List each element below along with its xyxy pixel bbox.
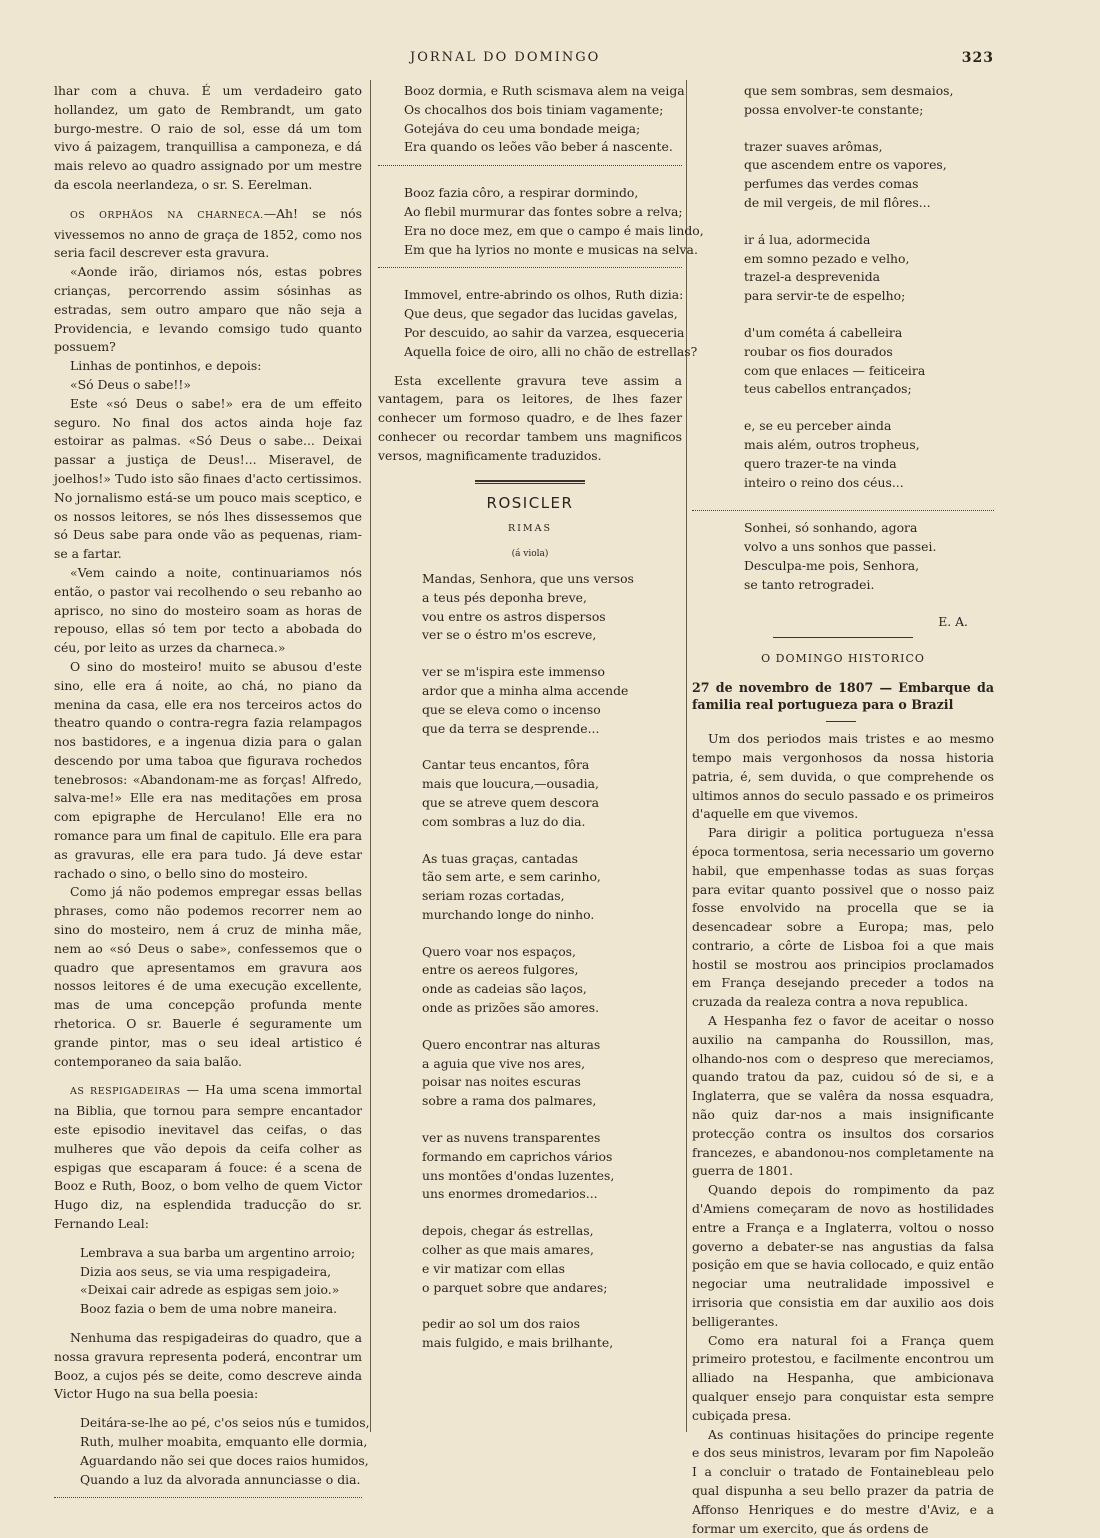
verse-line: Booz fazia o bem de uma nobre maneira. (80, 1301, 338, 1317)
poem-line: depois, chegar ás estrellas, (422, 1223, 594, 1239)
poem-stanza (744, 138, 994, 213)
column-1 (54, 82, 370, 1506)
poem-line: em somno pezado e velho, (744, 250, 910, 266)
poem-title: ROSICLER (486, 493, 574, 512)
poem-note: (á viola) (511, 549, 549, 560)
verse-block (404, 286, 698, 361)
poem-line: vou entre os astros dispersos (422, 608, 606, 624)
poem-stanzas (378, 570, 682, 1353)
signature: E. A. (938, 613, 968, 629)
poem-line: Sonhei, só sonhando, agora (744, 520, 918, 536)
paragraph: A Hespanha fez o favor de aceitar o nosso auxilio na campanha do Roussillon, mas, olhando-nos com o despreso que mereciamos, quando tratou da paz, cuidou só de si, e a Inglaterra, que se valêra da nossa esquadra, não quiz dar-nos a mais insignificante protecção contra os insultos dos corsarios francezes, e abandonou-nos completamente na guerra de 1801. (692, 1013, 994, 1179)
title-rule (475, 480, 585, 484)
verse-block (404, 184, 704, 259)
paragraph: «Aonde irão, diriamos nós, estas pobres crianças, percorrendo assim sósinhas as estradas, sem outro amparo que não seja a Providencia, e levando comsigo tudo quanto possuem? (54, 264, 362, 355)
poem-line: entre os aereos fulgores, (422, 962, 579, 978)
poem-line: onde as prizões são amores. (422, 1000, 600, 1016)
verse-line: Ruth, mulher moabita, emquanto elle dormia, (80, 1433, 368, 1449)
poem-line: murchando longe do ninho. (422, 906, 595, 922)
paragraph: Este «só Deus o sabe!» era de um effeito seguro. No final dos actos ainda hoje faz estoirar as palmas. «Só Deus o sabe... Deixai passar a justiça de Deus!... Miseravel, de joelhos!» Tudo isto são finaes d'acto certissimos. No jornalismo está-se um pouco mais sceptico, e os nossos leitores, se nós lhes dissessemos que só Deus sabe para onde vão as pequenas, riam-se a fartar. (54, 395, 362, 562)
poem-line: As tuas graças, cantadas (422, 850, 579, 866)
poem-line: que sem sombras, sem desmaios, (744, 83, 954, 98)
poem-stanza (744, 324, 994, 399)
poem-line: roubar os fios dourados (744, 343, 893, 359)
paragraph: Quando depois do rompimento da paz d'Amiens começaram de novo as hostilidades entre a França e a Inglaterra, voltou o nosso governo a debater-se nas angustias da falsa posição em que se havia collocado, e quiz então negociar uma neutralidade impossivel e irrisoria que consistia em dar auxilio aos dois belligerantes. (692, 1182, 994, 1329)
masthead: JORNAL DO DOMINGO (410, 50, 601, 65)
poem-line: ver as nuvens transparentes (422, 1130, 601, 1146)
poem-line: uns montões d'ondas luzentes, (422, 1167, 615, 1183)
poem-line: d'um cométa á cabelleira (744, 324, 903, 340)
poem-line: pedir ao sol um dos raios (422, 1316, 580, 1332)
poem-stanzas-continued (692, 82, 994, 595)
verse-block (404, 82, 685, 157)
paragraph: Nenhuma das respigadeiras do quadro, que a nossa gravura representa poderá, encontrar um Booz, a cujos pés se deite, como descreve ainda Victor Hugo na sua bella poesia: (54, 1330, 362, 1402)
poem-stanza (744, 82, 994, 120)
paragraph: «Só Deus o sabe!!» (70, 376, 191, 392)
poem-stanza (422, 1036, 682, 1111)
poem-line: Mandas, Senhora, que uns versos (422, 570, 634, 586)
poem-line: que se atreve quem descora (422, 794, 599, 810)
paragraph: Linhas de pontinhos, e depois: (70, 358, 262, 374)
poem-line: e, se eu perceber ainda (744, 418, 892, 434)
poem-line: o parquet sobre que andares; (422, 1279, 608, 1295)
poem-line: a aguia que vive nos ares, (422, 1055, 586, 1071)
poem-line: colher as que mais amares, (422, 1242, 594, 1258)
column-rule-left (370, 80, 371, 1432)
paragraph: As continuas hisitações do principe regente e dos seus ministros, levaram por fim Napoleão I a concluir o tratado de Fontainebleau pelo qual dispunha a seu bello prazer da patria de Affonso Henriques e do mestre d'Aviz, e a formar um exercito, que ás ordens de (692, 1426, 994, 1536)
poem-line: quero trazer-te na vinda (744, 455, 897, 471)
verse-line: Aquella foice de oiro, alli no chão de estrellas? (404, 343, 698, 359)
poem-line: ver se m'ispira este immenso (422, 664, 605, 680)
poem-line: teus cabellos entrançados; (744, 381, 912, 397)
poem-subtitle: RIMAS (507, 523, 552, 535)
verse-line: Os chocalhos dos bois tiniam vagamente; (404, 101, 664, 117)
paragraph: Como já não podemos empregar essas bellas phrases, como não podemos recorrer nem ao sino do mosteiro, nem á cruz de minha mãe, nem ao «só Deus o sabe», confessemos que o quadro que apresentamos em gravura aos nossos leitores é de uma execução excellente, mas de uma concepção profunda mente rhetorica. O sr. Bauerle é seguramente um grande pintor, mas o seu ideal artistico é contemporaneo da saia balão. (54, 884, 362, 1069)
dotted-divider (378, 165, 682, 166)
verse-line: Aguardando não sei que doces raios humidos, (80, 1452, 369, 1468)
page-number: 323 (961, 50, 994, 66)
verse-line: Que deus, que segador das lucidas gavelas, (404, 306, 678, 322)
paragraph: Esta excellente gravura teve assim a vantagem, para os leitores, de lhes fazer conhecer um formoso quadro, e de lhes fazer conhecer ou recordar tambem uns magnificos versos, magnificamente traduzidos. (378, 372, 682, 463)
poem-line: se tanto retrogradei. (744, 576, 875, 592)
poem-stanza (744, 417, 994, 492)
verse-line: Dizia aos seus, se via uma respigadeira, (80, 1263, 332, 1279)
paragraph: lhar com a chuva. É um verdadeiro gato hollandez, um gato de Rembrandt, um gato burgo-mestre. O raio de sol, esse dá um tom vivo á paizagem, tranquillisa a camponeza, e dá mais relevo ao quadro assignado por um mestre da escola neerlandeza, o sr. S. Eerelman. (54, 83, 362, 192)
poem-stanza (422, 756, 682, 831)
headline-rule (826, 721, 856, 722)
poem-stanza (422, 943, 682, 1018)
poem-line: que se eleva como o incenso (422, 701, 601, 717)
poem-stanza (422, 1315, 682, 1353)
poem-line: que ascendem entre os vapores, (744, 157, 947, 173)
paragraph: Como era natural foi a França quem primeiro protestou, e facilmente encontrou um alliado na Hespanha, que ambicionava qualquer ensejo para conquistar esta sempre cubiçada presa. (692, 1332, 994, 1423)
section-rule (773, 637, 913, 638)
poem-line: poisar nas noites escuras (422, 1074, 581, 1090)
poem-line: com que enlaces — feiticeira (744, 362, 926, 378)
poem-line: uns enormes dromedarios... (422, 1186, 598, 1202)
poem-line: ardor que a minha alma accende (422, 682, 629, 698)
poem-line: com sombras a luz do dia. (422, 813, 586, 829)
poem-line: para servir-te de espelho; (744, 288, 906, 304)
poem-stanza (744, 231, 994, 306)
verse-line: Gotejáva do ceu uma bondade meiga; (404, 120, 641, 136)
verse-line: Era quando os leões vão beber á nascente. (404, 139, 673, 155)
dotted-divider (54, 1497, 362, 1498)
poem-stanza (744, 519, 994, 594)
verse-line: Em que ha lyrios no monte e musicas na selva. (404, 241, 698, 257)
poem-line: formando em caprichos vários (422, 1148, 613, 1164)
poem-line: seriam rozas cortadas, (422, 888, 565, 904)
section-heading-inline: AS RESPIGADEIRAS (70, 1086, 181, 1098)
verse-line: Deitára-se-lhe ao pé, c'os seios nús e tumidos, (80, 1415, 370, 1431)
verse-line: Lembrava a sua barba um argentino arroio; (80, 1244, 356, 1260)
verse-block (80, 1244, 362, 1319)
verse-line: «Deixai cair adrede as espigas sem joio.» (80, 1282, 340, 1298)
poem-stanza (422, 850, 682, 925)
poem-line: tão sem arte, e sem carinho, (422, 869, 601, 885)
poem-line: mais que loucura,—ousadia, (422, 776, 599, 792)
poem-line: Quero encontrar nas alturas (422, 1036, 601, 1052)
section-heading-inline: OS ORPHÃOS NA CHARNECA. (70, 209, 264, 221)
verse-line: Immovel, entre-abrindo os olhos, Ruth dizia: (404, 287, 684, 303)
column-2 (378, 82, 704, 1371)
poem-line: mais além, outros tropheus, (744, 436, 920, 452)
poem-line: volvo a uns sonhos que passei. (744, 539, 937, 555)
poem-line: de mil vergeis, de mil flôres... (744, 194, 931, 210)
poem-line: onde as cadeias são laços, (422, 981, 587, 997)
poem-line: ir á lua, adormecida (744, 231, 871, 247)
paragraph: Um dos periodos mais tristes e ao mesmo tempo mais vergonhosos da nossa historia patria, é, sem duvida, o que comprehende os ultimos annos do seculo passado e os primeiros d'aquelle em que vivemos. (692, 731, 994, 822)
poem-line: Cantar teus encantos, fôra (422, 757, 590, 773)
poem-line: a teus pés deponha breve, (422, 589, 587, 605)
paragraph-orphaos (54, 205, 362, 263)
poem-line: Quero voar nos espaços, (422, 943, 576, 959)
poem-line: sobre a rama dos palmares, (422, 1093, 597, 1109)
poem-line: mais fulgido, e mais brilhante, (422, 1335, 614, 1351)
poem-line: e vir matizar com ellas (422, 1260, 566, 1276)
poem-line: Desculpa-me pois, Senhora, (744, 557, 920, 573)
verse-line: Por descuido, ao sahir da varzea, esqueceria (404, 324, 685, 340)
poem-stanza (422, 663, 682, 738)
paragraph: «Vem caindo a noite, continuariamos nós então, o pastor vai recolhendo o seu rebanho ao aprisco, no sino do mosteiro soam as horas de repouso, ellas só tem por tecto a abobada do céu, por leito as urzes da charneca.» (54, 564, 362, 656)
page-header (54, 50, 994, 72)
poem-line: que da terra se desprende... (422, 720, 600, 736)
article-headline: 27 de novembro de 1807 — Embarque da familia real portugueza para o Brazil (692, 680, 994, 713)
poem-line: trazer suaves arômas, (744, 138, 883, 154)
verse-line: Quando a luz da alvorada annunciasse o dia. (80, 1471, 361, 1487)
poem-stanza (422, 570, 682, 645)
dotted-divider (692, 510, 994, 511)
paragraph-text: — Ha uma scena immortal na Biblia, que tornou para sempre encantador este episodio inevitavel das ceifas, o das mulheres que vão depois da ceifa colher as espigas que escaparam á foucе: é a scena de Booz e Ruth, Booz, o bom velho de quem Victor Hugo diz, na esplendida traducção do sr. Fernando Leal: (54, 1082, 362, 1232)
paragraph-text: —Ah! se nós vivessemos no anno de graça de 1852, como nos seria facil descrever esta gravura. (54, 205, 362, 261)
section-title: O DOMINGO HISTORICO (761, 652, 925, 666)
verse-line: Booz fazia côro, a respirar dormindo, (404, 185, 639, 201)
poem-line: perfumes das verdes comas (744, 176, 919, 192)
paragraph: Para dirigir a politica portugueza n'essa época tormentosa, seria necessario um governo habil, que empenhasse todas as suas forças para evitar quanto possivel que o nosso paiz fosse envolvido na procella que se ia desencadear sobre a Europa; mas, pelo contrario, a côrte de Lisboa foi a que mais hostil se mostrou aos principios proclamados em França desejando preceder a todos na cruzada da realeza contra a nova republica. (692, 825, 994, 1010)
dotted-divider (378, 267, 682, 268)
column-rule-right (686, 80, 687, 1432)
paragraph-respigadeiras (54, 1081, 362, 1233)
verse-block (80, 1414, 370, 1489)
poem-stanza (422, 1222, 682, 1297)
poem-line: inteiro o reino dos céus... (744, 474, 904, 490)
poem-line: ver se o éstro m'os escreve, (422, 627, 597, 643)
poem-line: trazel-a desprevenida (744, 269, 881, 285)
verse-line: Era no doce mez, em que o campo é mais lindo, (404, 222, 704, 238)
verse-line: Ao flebil murmurar das fontes sobre a relva; (404, 203, 683, 219)
poem-line: possa envolver-te constante; (744, 101, 924, 117)
verse-line: Booz dormia, e Ruth scismava alem na veiga (404, 83, 685, 98)
paragraph: O sino do mosteiro! muito se abusou d'este sino, elle era á noite, ao chá, no piano da menina da casa, elle era nos terceiros actos do theatro quando o contra-regra fazia relampagos nos bastidores, e a ingenua dizia para o galan descendo por uma taboa que figurava rochedos tenebrosos: «Abandonam-me as forças! Alfredo, salva-me!» Elle era nas meditações em prosa com epigraphe de Herculano! Elle era no romance para um final de capitulo. Elle era para as gravuras, elle era para tudo. Já deve estar rachado o sino, o bello sino do mosteiro. (54, 658, 362, 881)
column-3 (692, 82, 994, 1538)
poem-stanza (422, 1129, 682, 1204)
